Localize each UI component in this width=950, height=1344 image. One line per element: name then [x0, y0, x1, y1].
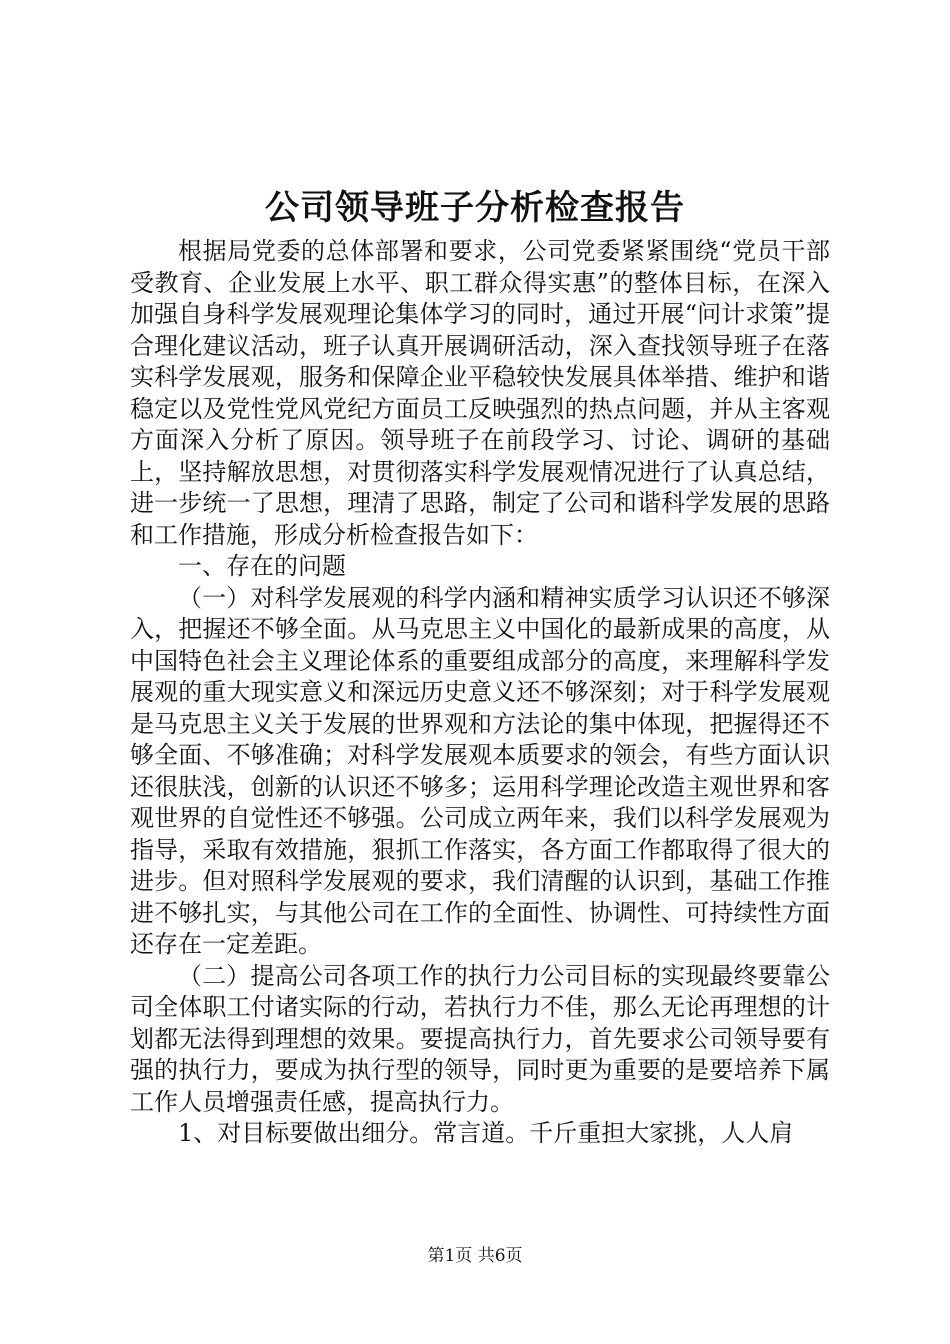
page-footer: 第1页 共6页 — [427, 1246, 523, 1266]
measure-one-paragraph: 1、对目标要做出细分。常言道。千斤重担大家挑，人人肩 — [178, 1119, 794, 1147]
document-body — [130, 236, 830, 1150]
document-title: 公司领导班子分析检查报告 — [265, 188, 685, 228]
intro-paragraph: 根据局党委的总体部署和要求，公司党委紧紧围绕“党员干部受教育、企业发展上水平、职工群众得实惠”的整体目标，在深入加强自身科学发展观理论集体学习的同时，通过开展“问计求策”提合理化建议活动，班子认真开展调研活动，深入查找领导班子在落实科学发展观，服务和保障企业平稳较快发展具体举措、维护和谐稳定以及党性党风党纪方面员工反映强烈的热点问题，并从主客观方面深入分析了原因。领导班子在前段学习、讨论、调研的基础上，坚持解放思想，对贯彻落实科学发展观情况进行了认真总结，进一步统一了思想，理清了思路，制定了公司和谐科学发展的思路和工作措施，形成分析检查报告如下： — [130, 237, 830, 549]
section-heading: 一、存在的问题 — [178, 552, 346, 580]
problem-one-paragraph: （一）对科学发展观的科学内涵和精神实质学习认识还不够深入，把握还不够全面。从马克思主义中国化的最新成果的高度，从中国特色社会主义理论体系的重要组成部分的高度，来理解科学发展观的重大现实意义和深远历史意义还不够深刻；对于科学发展观是马克思主义关于发展的世界观和方法论的集中体现，把握得还不够全面、不够准确；对科学发展观本质要求的领会，有些方面认识还很肤浅，创新的认识还不够多；运用科学理论改造主观世界和客观世界的自觉性还不够强。公司成立两年来，我们以科学发展观为指导，采取有效措施，狠抓工作落实，各方面工作都取得了很大的进步。但对照科学发展观的要求，我们清醒的认识到，基础工作推进不够扎实，与其他公司在工作的全面性、协调性、可持续性方面还存在一定差距。 — [130, 583, 830, 958]
problem-two-paragraph: （二）提高公司各项工作的执行力公司目标的实现最终要靠公司全体职工付诸实际的行动，若执行力不佳，那么无论再理想的计划都无法得到理想的效果。要提高执行力，首先要求公司领导要有强的执行力，要成为执行型的领导，同时更为重要的是要培养下属工作人员增强责任感，提高执行力。 — [130, 961, 830, 1116]
